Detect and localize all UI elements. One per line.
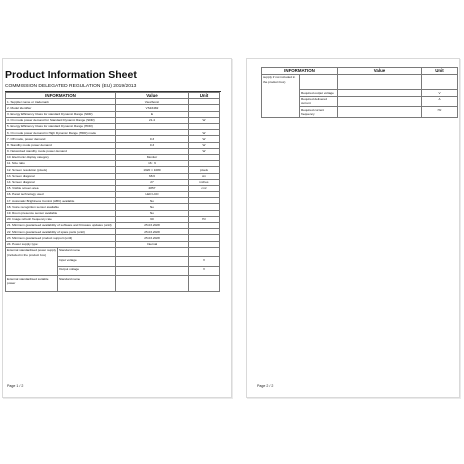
- output-voltage-label: Output voltage: [58, 266, 116, 276]
- power-supply-row: [6, 276, 220, 292]
- output-voltage-value: [116, 266, 189, 276]
- row-unit: cm: [189, 173, 220, 179]
- row-unit: Hz: [189, 216, 220, 222]
- row-value: 25.03.2028: [116, 235, 189, 241]
- row-value: 0.3: [116, 136, 189, 142]
- row-label: 8. Standby mode power demand: [6, 142, 116, 148]
- row-value: [338, 107, 422, 118]
- header-information: INFORMATION: [262, 68, 338, 75]
- document-page-2: [246, 58, 460, 398]
- row-value: 60: [116, 216, 189, 222]
- row-value: No: [116, 210, 189, 216]
- header-information: INFORMATION: [6, 92, 116, 99]
- row-value: 16 : 9: [116, 161, 189, 167]
- row-value: E: [116, 111, 189, 117]
- standard-name-label-2: Standard name: [58, 276, 116, 292]
- standard-name-label: Standard name: [58, 247, 116, 257]
- input-voltage-unit: V: [189, 257, 220, 267]
- row-value: 2857: [116, 185, 189, 191]
- input-voltage-label: Input voltage: [58, 257, 116, 267]
- row-label: 24. Power supply type:: [6, 241, 116, 247]
- row-value: 21.4: [116, 117, 189, 123]
- row-label: 17. Automatic Brightness Control (ABC) available: [6, 198, 116, 204]
- row-value: 25.03.2028: [116, 229, 189, 235]
- row-label: 22. Minimum guaranteed availability of spare parts (until): [6, 229, 116, 235]
- row-label: Required output voltage: [300, 90, 338, 96]
- table-row: [262, 74, 458, 90]
- row-value: 1920 × 1080: [116, 167, 189, 173]
- row-unit: W: [189, 136, 220, 142]
- row-label: 19. Room presence sensor available: [6, 210, 116, 216]
- row-unit: Hz: [422, 107, 458, 118]
- row-unit: W: [189, 148, 220, 154]
- standard-name-unit-2: [189, 276, 220, 292]
- blank-value: [338, 74, 422, 90]
- row-value: Monitor: [116, 154, 189, 160]
- row-label: 4. On mode power demand for Standard Dynamic Range (SDR): [6, 117, 116, 123]
- header-value: Value: [338, 68, 422, 75]
- row-label: 3. Energy Efficiency Class for standard Dynamic Range (SDR): [6, 111, 116, 117]
- product-information-table: [5, 92, 220, 292]
- row-label: 15. Visible screen area: [6, 185, 116, 191]
- row-label: 14. Screen diagonal: [6, 179, 116, 185]
- row-unit: inches: [189, 179, 220, 185]
- header-value: Value: [116, 92, 189, 99]
- row-label: 10. Electronic display category: [6, 154, 116, 160]
- row-label: 9. Networked standby mode power demand: [6, 148, 116, 154]
- row-unit: cm²: [189, 185, 220, 191]
- row-label: 13. Screen diagonal: [6, 173, 116, 179]
- table-header-row: [6, 92, 220, 99]
- row-label: 23. Minimum guaranteed product support (until): [6, 235, 116, 241]
- row-value: Internal: [116, 241, 189, 247]
- row-value: 27: [116, 179, 189, 185]
- row-value: 0.3: [116, 142, 189, 148]
- row-value: [338, 96, 422, 107]
- blank-unit: [422, 74, 458, 90]
- input-voltage-value: [116, 257, 189, 267]
- standard-name-unit: [189, 247, 220, 257]
- row-value: ViewSonic: [116, 99, 189, 105]
- row-unit: W: [189, 130, 220, 136]
- blank-label: [300, 74, 338, 90]
- row-label: 11. Size ratio: [6, 161, 116, 167]
- row-label: 12. Screen resolution (pixels): [6, 167, 116, 173]
- row-value: No: [116, 204, 189, 210]
- standard-name-value-2: [116, 276, 189, 292]
- external-included-label: External standardised power supply (included in the product box): [6, 247, 58, 276]
- row-value: VS16482: [116, 105, 189, 111]
- external-suitable-label: External standardised suitable power: [6, 276, 58, 292]
- header-unit: Unit: [422, 68, 458, 75]
- page-footer: Page 2 / 2: [257, 384, 274, 388]
- row-label: 2. Model identifier: [6, 105, 116, 111]
- row-label: 5. Energy Efficiency Class for standard Dynamic Range (HDR): [6, 124, 116, 130]
- row-unit: W: [189, 117, 220, 123]
- row-value: 68.6: [116, 173, 189, 179]
- product-information-table-continued: [261, 67, 458, 118]
- row-label: 21. Minimum guaranteed availability of software and firmware updates (until): [6, 223, 116, 229]
- row-label: 6. On mode power demand in High Dynamic Range (HDR) mode: [6, 130, 116, 136]
- row-unit: V: [422, 90, 458, 96]
- output-voltage-unit: V: [189, 266, 220, 276]
- row-value: LED LCD: [116, 192, 189, 198]
- page-footer: Page 1 / 2: [7, 384, 24, 388]
- row-unit: W: [189, 142, 220, 148]
- document-page-1: [2, 58, 232, 398]
- table-header-row: [262, 68, 458, 75]
- row-label: Required current frequency: [300, 107, 338, 118]
- row-value: No: [116, 198, 189, 204]
- row-label: 18. Voice recognition sensor available: [6, 204, 116, 210]
- row-label: 16. Panel technology used: [6, 192, 116, 198]
- row-label: Required delivered current: [300, 96, 338, 107]
- power-supply-row: [6, 247, 220, 257]
- row-label: 7. Off mode, power demand: [6, 136, 116, 142]
- row-unit: pixels: [189, 167, 220, 173]
- row-value: 25.03.2028: [116, 223, 189, 229]
- row-label: 1. Supplier name or trademark: [6, 99, 116, 105]
- standard-name-value: [116, 247, 189, 257]
- regulation-subtitle: COMMISSION DELEGATED REGULATION (EU) 2019/2013: [5, 84, 137, 89]
- row-unit: A: [422, 96, 458, 107]
- row-label: 20. Image refresh frequency rate: [6, 216, 116, 222]
- header-unit: Unit: [189, 92, 220, 99]
- document-title: Product Information Sheet: [5, 69, 137, 81]
- supply-label: supply if not included in the product box): [262, 74, 300, 117]
